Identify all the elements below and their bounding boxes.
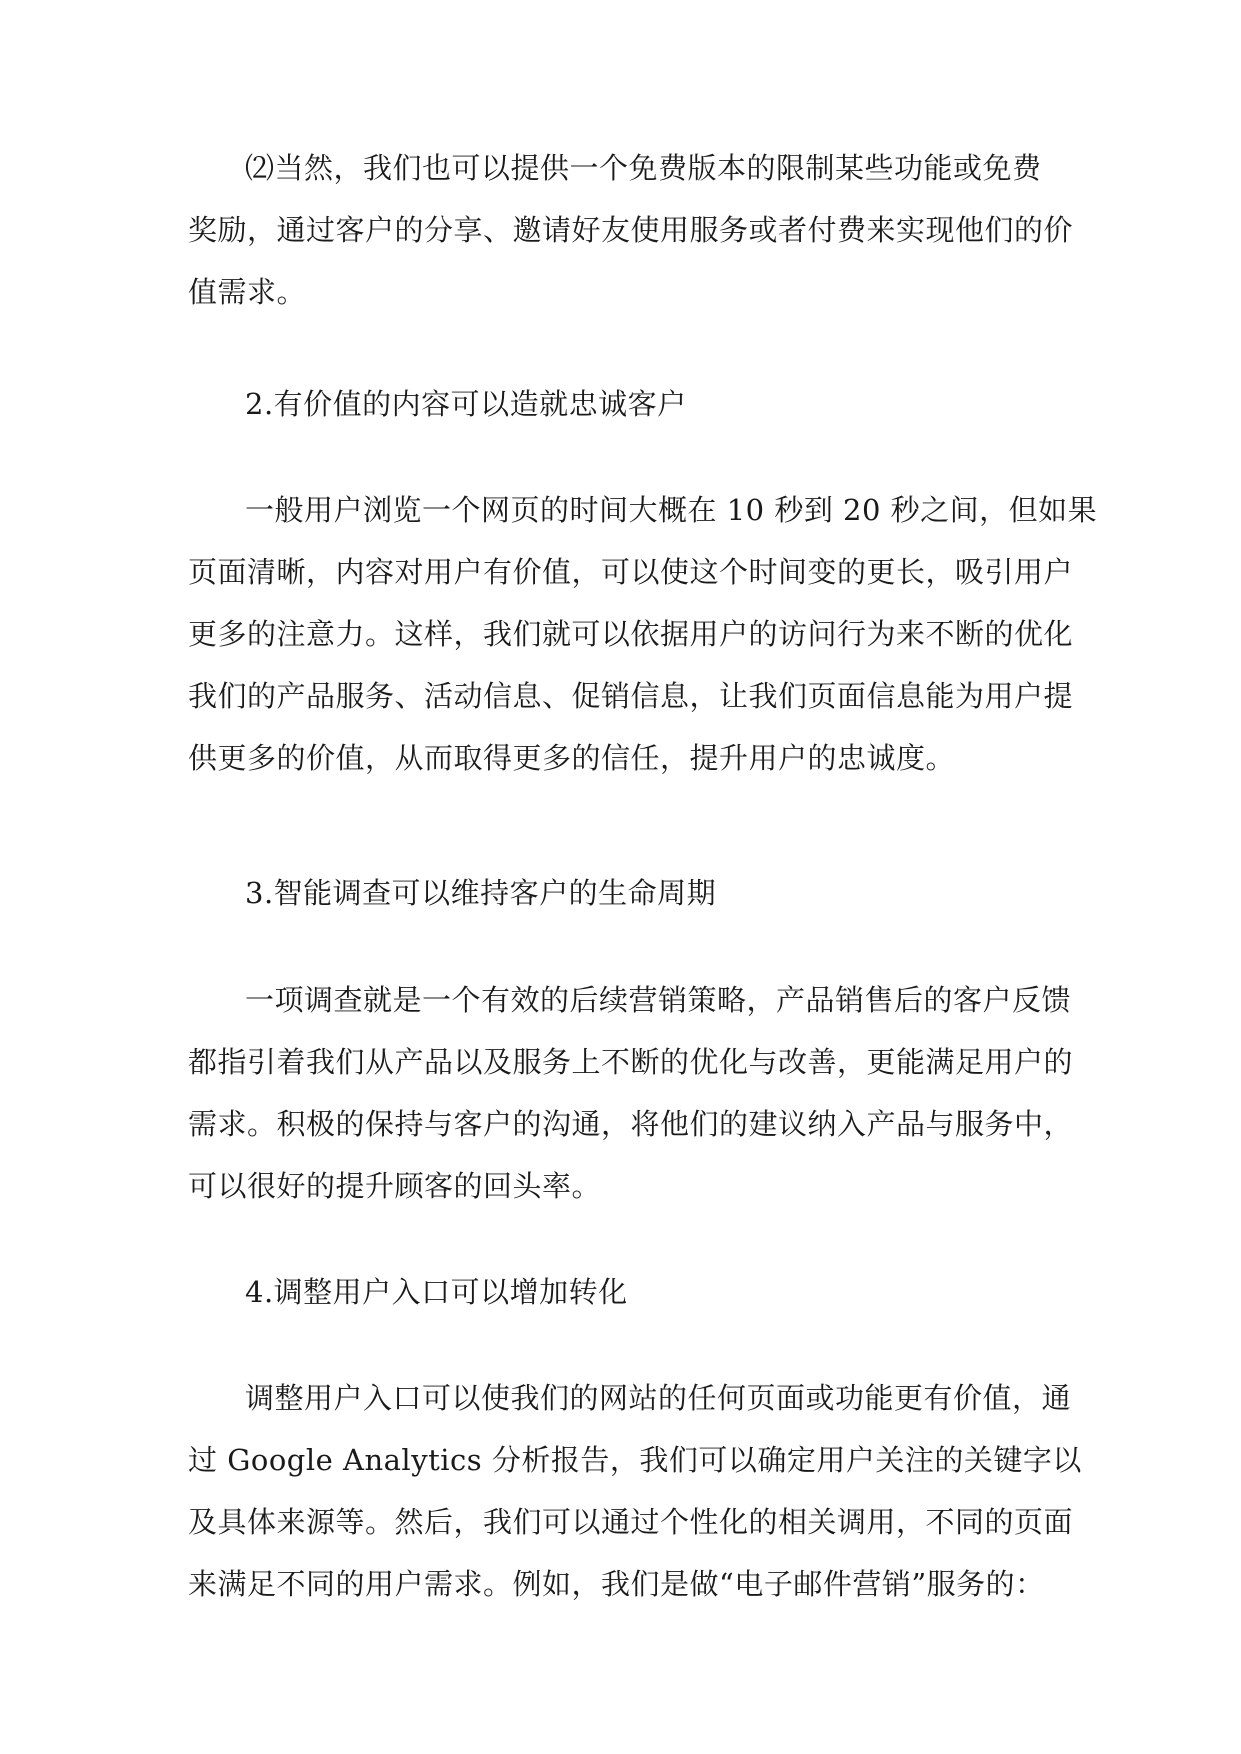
paragraph-line: 过 Google Analytics 分析报告，我们可以确定用户关注的关键字以 [188,1443,1082,1477]
paragraph-line: 一项调查就是一个有效的后续营销策略，产品销售后的客户反馈 [245,983,1072,1017]
section-heading: 3.智能调查可以维持客户的生命周期 [245,876,717,910]
paragraph-line: 需求。积极的保持与客户的沟通，将他们的建议纳入产品与服务中， [188,1107,1074,1141]
paragraph-line: 奖励，通过客户的分享、邀请好友使用服务或者付费来实现他们的价 [188,213,1074,247]
paragraph-line: 值需求。 [188,275,307,309]
paragraph-line: 可以很好的提升顾客的回头率。 [188,1169,602,1203]
paragraph-line: 都指引着我们从产品以及服务上不断的优化与改善，更能满足用户的 [188,1045,1074,1079]
paragraph-line: 更多的注意力。这样，我们就可以依据用户的访问行为来不断的优化 [188,617,1074,651]
paragraph-line: 来满足不同的用户需求。例如，我们是做“电子邮件营销”服务的： [188,1567,1045,1601]
paragraph-line: 一般用户浏览一个网页的时间大概在 10 秒到 20 秒之间，但如果 [245,493,1098,527]
paragraph-line: 页面清晰，内容对用户有价值，可以使这个时间变的更长，吸引用户 [188,555,1074,589]
paragraph-line: 我们的产品服务、活动信息、促销信息，让我们页面信息能为用户提 [188,679,1074,713]
section-heading: 4.调整用户入口可以增加转化 [245,1275,628,1309]
paragraph-line: 及具体来源等。然后，我们可以通过个性化的相关调用，不同的页面 [188,1505,1074,1539]
section-heading: 2.有价值的内容可以造就忠诚客户 [245,387,687,421]
paragraph-line: 调整用户入口可以使我们的网站的任何页面或功能更有价值，通 [245,1381,1072,1415]
paragraph-line: ⑵当然，我们也可以提供一个免费版本的限制某些功能或免费 [245,151,1042,185]
paragraph-line: 供更多的价值，从而取得更多的信任，提升用户的忠诚度。 [188,741,956,775]
